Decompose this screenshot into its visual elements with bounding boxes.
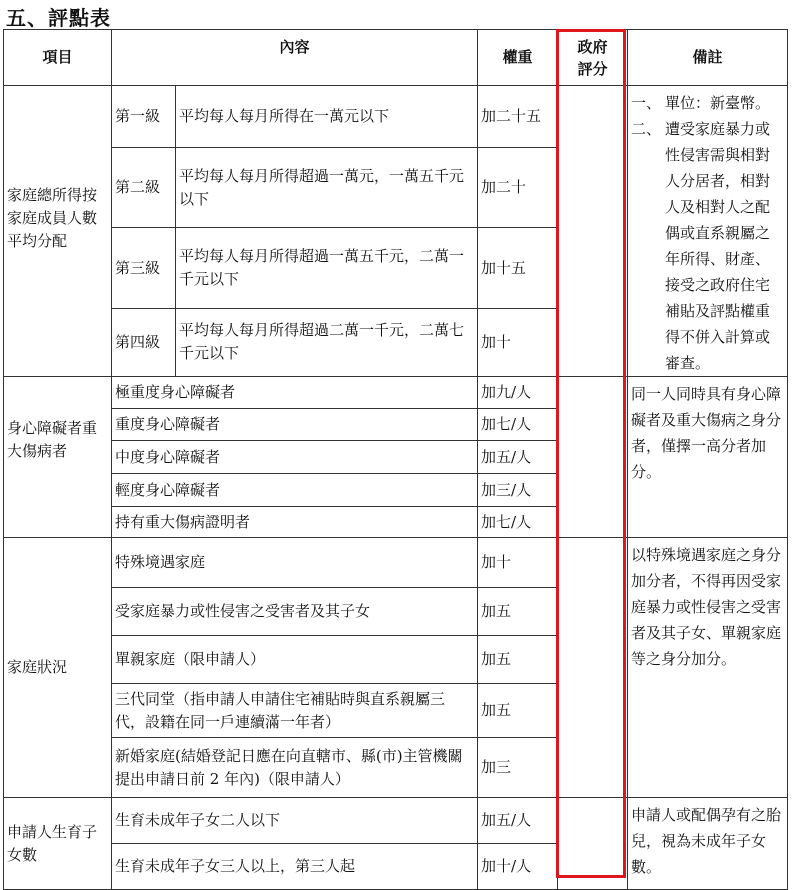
weight-cell: 加十 xyxy=(478,308,558,376)
weight-cell: 加五/人 xyxy=(478,798,558,844)
header-weight: 權重 xyxy=(478,30,558,86)
weight-cell: 加七/人 xyxy=(478,507,558,538)
content-cell: 三代同堂（指申請人申請住宅補貼時與直系親屬三代，設籍在同一戶連續滿一年者） xyxy=(112,684,478,738)
content-cell: 平均每人每月所得在一萬元以下 xyxy=(176,86,478,148)
weight-cell: 加三 xyxy=(478,738,558,798)
weight-cell: 加九/人 xyxy=(478,377,558,409)
weight-cell: 加二十五 xyxy=(478,86,558,148)
content-cell: 輕度身心障礙者 xyxy=(112,474,478,507)
weight-cell: 加十/人 xyxy=(478,844,558,890)
weight-cell: 加五 xyxy=(478,684,558,738)
remarks-cell: 申請人或配偶孕有之胎兒，視為未成年子女數。 xyxy=(628,798,788,890)
remarks-cell: 以特殊境遇家庭之身分加分者，不得再因受家庭暴力或性侵害之受害者及其子女、單親家庭等之身分加分。 xyxy=(628,538,788,798)
content-cell: 特殊境遇家庭 xyxy=(112,538,478,588)
gov-score-cell[interactable] xyxy=(558,86,628,377)
content-cell: 持有重大傷病證明者 xyxy=(112,507,478,538)
page-title: 五、評點表 xyxy=(6,6,111,30)
remark-item xyxy=(631,90,784,116)
remark-text: 遭受家庭暴力或性侵害需與相對人分居者，相對人及相對人之配偶或直系親屬之年所得、財產、接受之政府住宅補貼及評點權重得不併入計算或審查。 xyxy=(665,120,771,372)
table-row xyxy=(4,798,788,844)
level-cell: 第三級 xyxy=(112,228,176,308)
weight-cell: 加五 xyxy=(478,588,558,636)
level-cell: 第一級 xyxy=(112,86,176,148)
remarks-cell xyxy=(628,86,788,377)
content-cell: 平均每人每月所得超過一萬五千元，二萬一千元以下 xyxy=(176,228,478,308)
weight-cell: 加二十 xyxy=(478,147,558,227)
weight-cell: 加五/人 xyxy=(478,441,558,474)
remark-number: 二、 xyxy=(631,120,662,138)
category-cell: 申請人生育子女數 xyxy=(4,798,112,890)
category-cell: 身心障礙者重大傷病者 xyxy=(4,377,112,538)
scoring-table xyxy=(3,29,788,890)
remark-item xyxy=(631,116,784,376)
level-cell: 第二級 xyxy=(112,147,176,227)
content-cell: 單親家庭（限申請人） xyxy=(112,636,478,684)
content-cell: 中度身心障礙者 xyxy=(112,441,478,474)
header-item: 項目 xyxy=(4,30,112,86)
remark-text: 單位：新臺幣。 xyxy=(665,94,771,112)
content-cell: 受家庭暴力或性侵害之受害者及其子女 xyxy=(112,588,478,636)
table-row xyxy=(4,538,788,588)
gov-score-cell[interactable] xyxy=(558,377,628,538)
header-remarks: 備註 xyxy=(628,30,788,86)
header-gov-score xyxy=(558,30,628,86)
content-cell: 平均每人每月所得超過一萬元，一萬五千元以下 xyxy=(176,147,478,227)
category-cell: 家庭總所得按家庭成員人數平均分配 xyxy=(4,86,112,377)
content-cell: 生育未成年子女三人以上，第三人起 xyxy=(112,844,478,890)
content-cell: 平均每人每月所得超過二萬一千元，二萬七千元以下 xyxy=(176,308,478,376)
weight-cell: 加十五 xyxy=(478,228,558,308)
header-content: 內容 xyxy=(112,30,478,86)
table-row xyxy=(4,377,788,409)
category-cell: 家庭狀況 xyxy=(4,538,112,798)
content-cell: 新婚家庭(結婚登記日應在向直轄市、縣(市)主管機關提出申請日前 2 年內)（限申請人） xyxy=(112,738,478,798)
weight-cell: 加七/人 xyxy=(478,409,558,441)
content-cell: 重度身心障礙者 xyxy=(112,409,478,441)
header-row xyxy=(4,30,788,86)
level-cell: 第四級 xyxy=(112,308,176,376)
weight-cell: 加三/人 xyxy=(478,474,558,507)
weight-cell: 加十 xyxy=(478,538,558,588)
table-row xyxy=(4,86,788,148)
content-cell: 生育未成年子女二人以下 xyxy=(112,798,478,844)
remarks-cell: 同一人同時具有身心障礙者及重大傷病之身分者，僅擇一高分者加分。 xyxy=(628,377,788,538)
remark-number: 一、 xyxy=(631,94,662,112)
gov-score-cell[interactable] xyxy=(558,538,628,798)
gov-score-cell[interactable] xyxy=(558,798,628,890)
weight-cell: 加五 xyxy=(478,636,558,684)
header-gov-score-text: 政府評分 xyxy=(577,37,608,78)
content-cell: 極重度身心障礙者 xyxy=(112,377,478,409)
